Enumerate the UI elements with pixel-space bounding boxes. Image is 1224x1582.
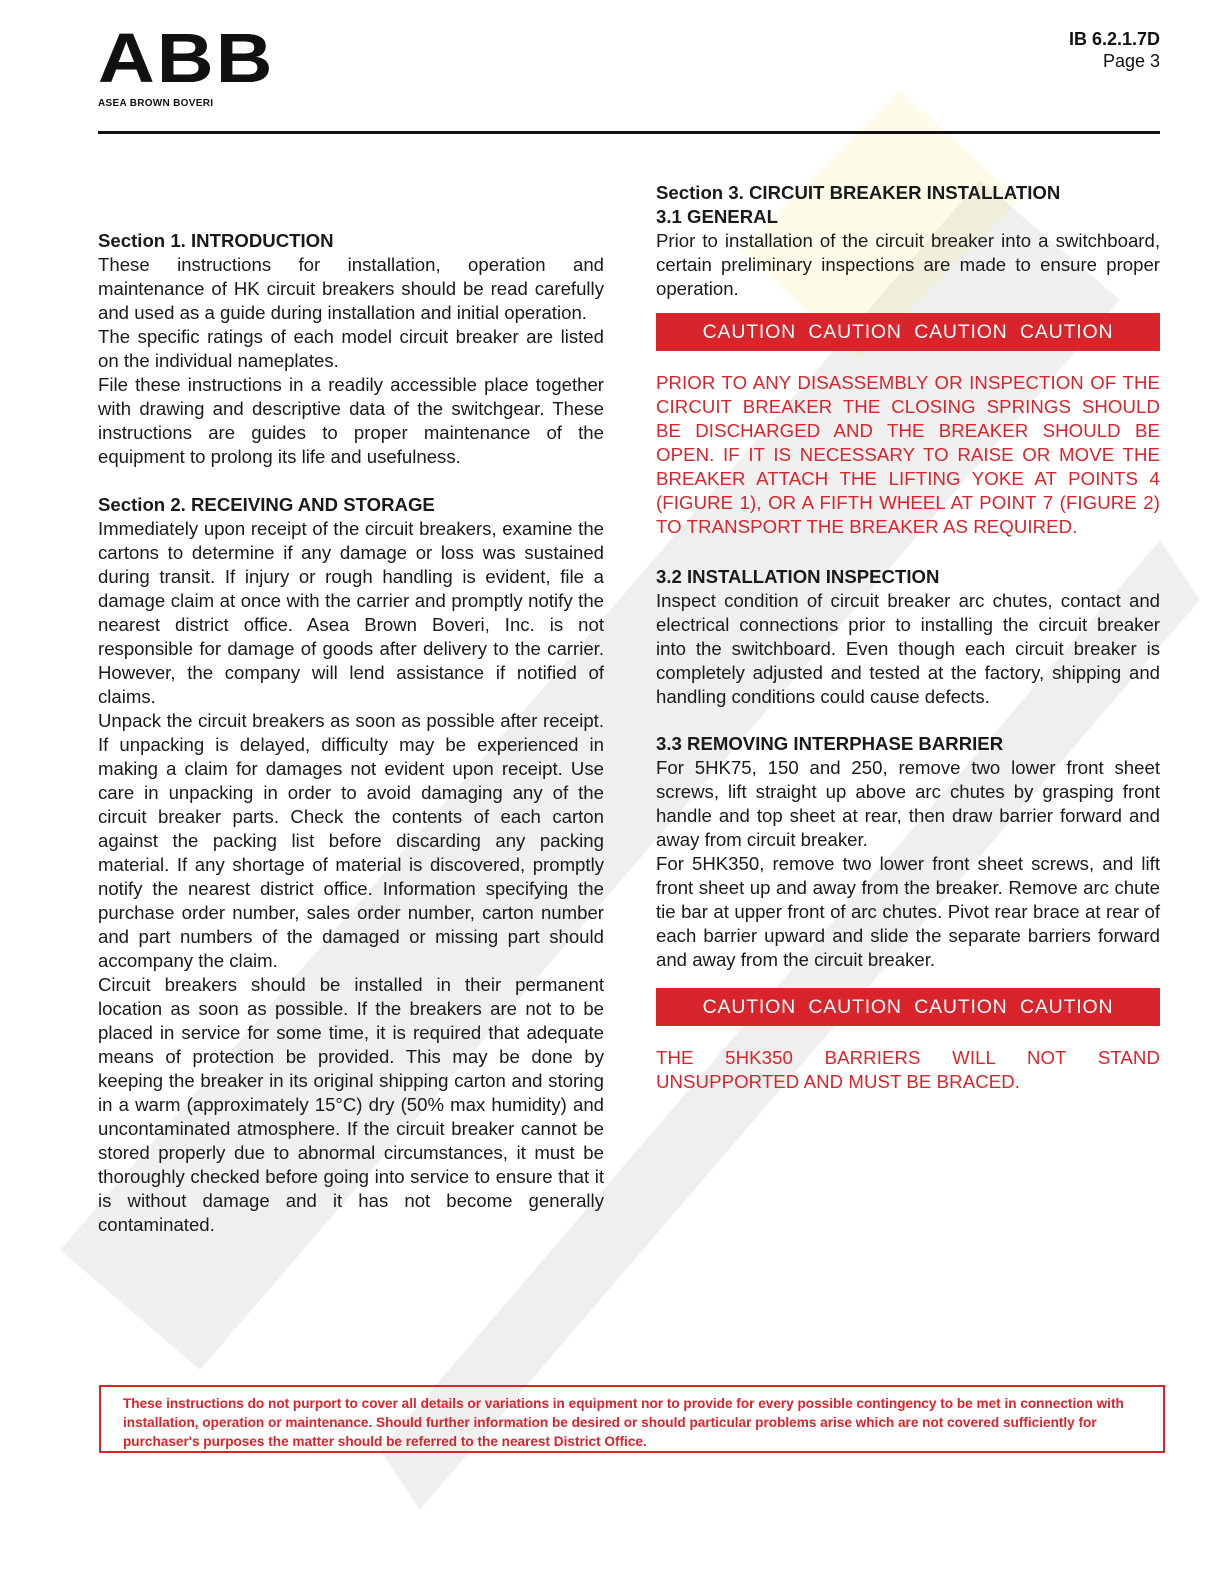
logo-subtitle: ASEA BROWN BOVERI bbox=[98, 98, 214, 109]
right-column bbox=[656, 181, 1160, 1094]
section3-heading: Section 3. CIRCUIT BREAKER INSTALLATION bbox=[656, 182, 1061, 203]
section1-paragraph: File these instructions in a readily accessible place together with drawing and descriptive data of the switchgear. These instructions are guides to proper maintenance of the equipment to prolong its life and usefulness. bbox=[98, 374, 604, 467]
logo-mark: ABB bbox=[98, 19, 275, 97]
inspection-text: Inspect condition of circuit breaker arc chutes, contact and electrical connections prior to installing the circuit breaker into the switchboard. Even though each circuit breaker is completely adjusted and tested at the factory, shipping and handling conditions could cause defects. bbox=[656, 590, 1160, 707]
general-heading: 3.1 GENERAL bbox=[656, 206, 778, 227]
caution-text: PRIOR TO ANY DISASSEMBLY OR INSPECTION OF THE CIRCUIT BREAKER THE CLOSING SPRINGS SHOULD BE DISCHARGED AND THE BREAKER SHOULD BE OPEN. IF IT IS NECESSARY TO RAISE OR MOVE THE BREAKER ATTACH THE LIFTING YOKE AT POINTS 4 (FIGURE 1), OR A FIFTH WHEEL AT POINT 7 (FIGURE 2) TO TRANSPORT THE BREAKER AS REQUIRED. bbox=[656, 372, 1160, 537]
document-header bbox=[1069, 28, 1160, 72]
barrier-heading: 3.3 REMOVING INTERPHASE BARRIER bbox=[656, 733, 1004, 754]
disclaimer-text: These instructions do not purport to cover all details or variations in equipment nor to provide for every possible contingency to be met in connection with installation, operation or maintenance. Should further information be desired or should particular problems arise which are not covered sufficiently for purchaser's purposes the matter should be referred to the nearest District Office. bbox=[123, 1396, 1124, 1449]
inspection-heading: 3.2 INSTALLATION INSPECTION bbox=[656, 566, 940, 587]
left-column bbox=[98, 229, 604, 1237]
page-number: Page 3 bbox=[1102, 51, 1160, 71]
section2-paragraph: Unpack the circuit breakers as soon as possible after receipt. If unpacking is delayed, difficulty may be experienced in making a claim for damages not evident upon receipt. Use care in unpacking in order to avoid damaging any of the circuit breaker parts. Check the contents of each carton against the packing list before discarding any packing material. If any shortage of material is discovered, promptly notify the nearest district office. Information specifying the purchase order number, sales order number, carton number and part numbers of the damaged or missing part should accompany the claim. bbox=[98, 710, 604, 971]
barrier-paragraph: For 5HK75, 150 and 250, remove two lower front sheet screws, lift straight up above arc chutes by grasping front handle and top sheet at rear, then draw barrier forward and away from circuit breaker. bbox=[656, 757, 1160, 850]
section1-paragraph: The specific ratings of each model circuit breaker are listed on the individual nameplates. bbox=[98, 326, 604, 371]
disclaimer-box bbox=[99, 1385, 1165, 1453]
header-divider bbox=[98, 131, 1160, 134]
caution-banner: CAUTION CAUTION CAUTION CAUTION bbox=[656, 313, 1160, 351]
section2-paragraph: Circuit breakers should be installed in their permanent location as soon as possible. If the breakers are not to be placed in service for some time, it is required that adequate means of protection be provided. This may be done by keeping the breaker in its original shipping carton and storing in a warm (approximately 15°C) dry (50% max humidity) and uncontaminated atmosphere. If the circuit breaker cannot be stored properly due to abnormal circumstances, it must be thoroughly checked before going into service to ensure that it is without damage and it has not become generally contaminated. bbox=[98, 974, 604, 1235]
caution-banner: CAUTION CAUTION CAUTION CAUTION bbox=[656, 988, 1160, 1026]
section1-heading: Section 1. INTRODUCTION bbox=[98, 230, 334, 251]
caution-text: THE 5HK350 BARRIERS WILL NOT STAND UNSUPPORTED AND MUST BE BRACED. bbox=[656, 1047, 1160, 1092]
section2-heading: Section 2. RECEIVING AND STORAGE bbox=[98, 494, 435, 515]
document-id: IB 6.2.1.7D bbox=[1068, 29, 1160, 49]
barrier-paragraph: For 5HK350, remove two lower front sheet screws, and lift front sheet up and away from the breaker. Remove arc chute tie bar at upper front of arc chutes. Pivot rear brace at rear of each barrier upward and slide the separate barriers forward and away from the circuit breaker. bbox=[656, 853, 1160, 970]
abb-logo bbox=[98, 19, 275, 109]
section1-paragraph: These instructions for installation, operation and maintenance of HK circuit breakers should be read carefully and used as a guide during installation and initial operation. bbox=[98, 254, 604, 323]
section2-paragraph: Immediately upon receipt of the circuit breakers, examine the cartons to determine if any damage or loss was sustained during transit. If injury or rough handling is evident, file a damage claim at once with the carrier and promptly notify the nearest district office. Asea Brown Boveri, Inc. is not responsible for damage of goods after delivery to the carrier. However, the company will lend assistance if notified of claims. bbox=[98, 518, 604, 707]
general-text: Prior to installation of the circuit breaker into a switchboard, certain preliminary inspections are made to ensure proper operation. bbox=[656, 230, 1160, 299]
